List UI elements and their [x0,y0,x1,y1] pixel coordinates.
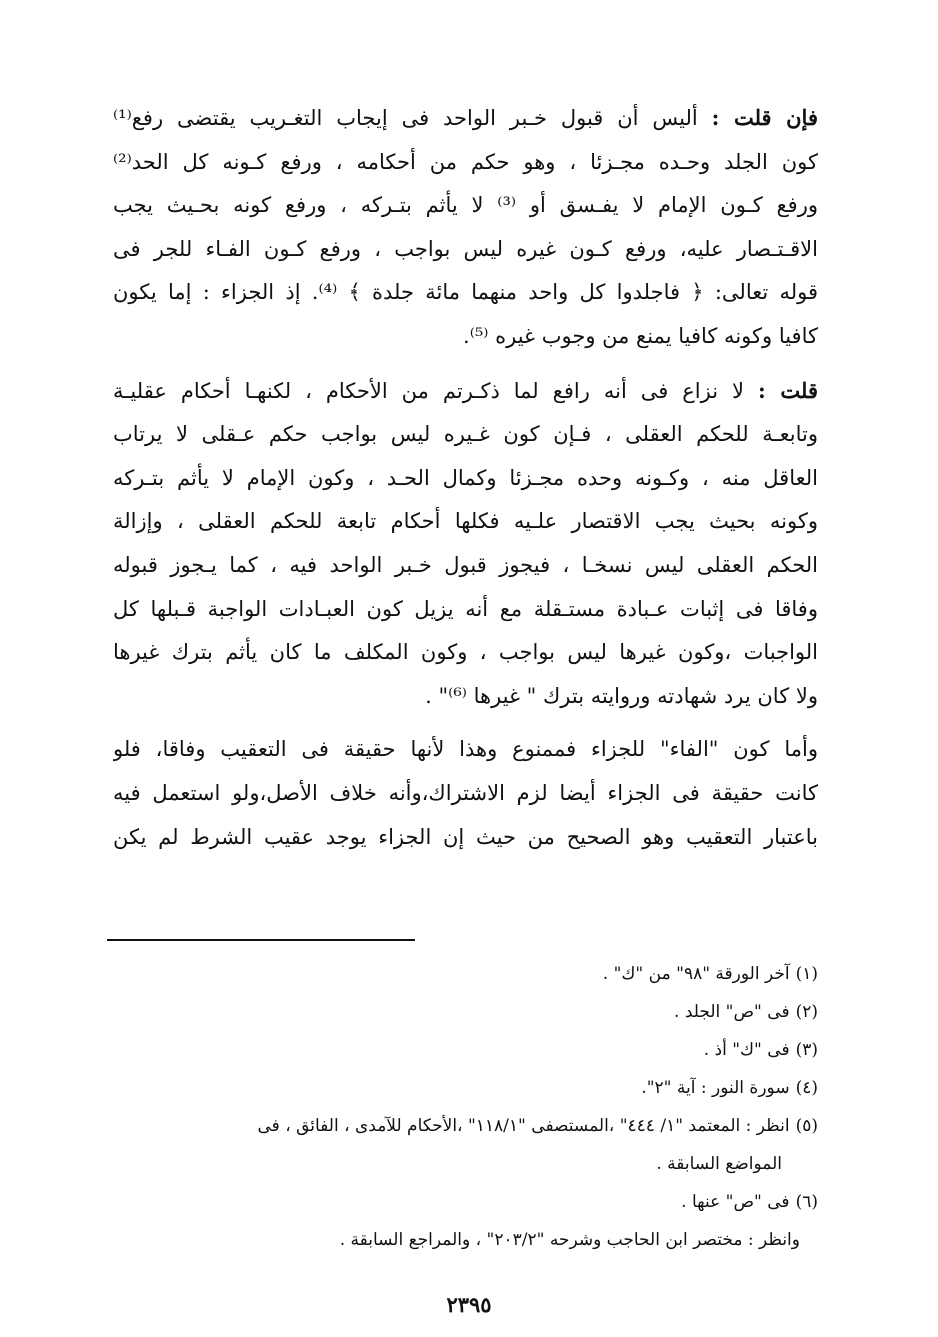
footnote-number: (٦) [795,1192,818,1212]
text-line: ولا كان يرد شهادته وروايته بترك " غيرها ⁽⁶⁾" . [425,683,818,708]
footnote-item [113,955,818,993]
text-line: كانت حقيقة فى الجزاء أيضا لزم الاشتراك،وأنه خلاف الأصل،ولو استعمل فيه [113,780,818,805]
footnote-number: (١) [795,964,818,984]
footnote-extra: وانظر : مختصر ابن الحاجب وشرحه "٢٠٣/٢" ، والمراجع السابقة . [339,1230,800,1250]
text-line: العاقل منه ، وكـونه وحده مجـزئا وكمال الحـد ، وكون الإمام لا يأثم بتـركه [113,465,818,490]
footnote-text: سورة النور : آية "٢". [641,1078,790,1098]
footnote-number: (٥) [795,1116,818,1136]
footnote-item [113,993,818,1031]
text-line: وتابعـة للحكم العقلى ، فـإن كون غـيره ليس بواجب حكم عـقلى لا يرتاب [113,422,818,447]
footnote-item [113,1183,818,1221]
footnote-text: فى "ك" أذ . [703,1040,790,1060]
footnote-number: (٤) [795,1078,818,1098]
text-line: ورفع كـون الإمام لا يفـسق أو ⁽³⁾ لا يأثم بتـركه ، ورفع كونه بحـيث يجب [113,193,818,218]
text-line: وكونه بحيث يجب الاقتصار علـيه فكلها أحكام تابعة للحكم العقلى ، وإزالة [113,509,818,534]
footnote-divider [107,939,415,941]
footnote-item [113,1069,818,1107]
lead-phrase: قلت : [758,377,818,403]
lead-phrase: فإن قلت : [711,105,818,130]
paragraph-objection [113,96,818,359]
main-text [113,96,818,869]
footnotes [113,955,818,1259]
footnote-number: (٢) [795,1002,818,1022]
footnote-text: انظر : المعتمد "١/ ٤٤٤" ،المستصفى "١١٨/١" ،الأحكام للآمدى ، الفائق ، فى [257,1116,790,1136]
footnote-text: فى "ص" الجلد . [674,1002,790,1022]
text-line: كافيا وكونه كافيا يمنع من وجوب غيره ⁽⁵⁾. [463,323,818,348]
text-line: الواجبات ،وكون غيرها ليس بواجب ، وكون المكلف ما كان يأثم بترك غيرها [113,640,818,665]
page-number: ٢٣٩٥ [446,1292,492,1317]
text-line: فإن قلت : أليس أن قبول خـبر الواحد فى إيجاب التغـريب يقتضى رفع⁽¹⁾ [113,105,818,130]
text-line: وفاقا فى إثبات عـبادة مستـقلة مع أنه يزيل كون العبـادات الواجبة قـبلها كل [113,596,818,621]
paragraph-reply [113,369,818,719]
footnote-number: (٣) [795,1040,818,1060]
text-line: وأما كون "الفاء" للجزاء فممنوع وهذا لأنها حقيقة فى التعقيب وفاقا، فلو [113,737,818,762]
footnote-text: فى "ص" عنها . [681,1192,790,1212]
text-line: قوله تعالى: ﴿ فاجلدوا كل واحد منهما مائة جلدة ﴾ ⁽⁴⁾. إذ الجزاء : إما يكون [113,280,818,305]
footnote-item [113,1031,818,1069]
text-line: قلت : لا نزاع فى أنه رافع لما ذكـرتم من الأحكام ، لكنهـا أحكام عقليـة [113,377,818,403]
footnote-continuation: المواضع السابقة . [656,1154,782,1174]
footnote-item [113,1107,818,1183]
text-line: كون الجلد وحـده مجـزئا ، وهو حكم من أحكامه ، ورفع كـونه كل الحد⁽²⁾ [113,149,818,174]
paragraph-fa [113,728,818,859]
footnote-text: آخر الورقة "٩٨" من "ك" . [602,964,790,984]
text-line: باعتبار التعقيب وهو الصحيح من حيث إن الجزاء يوجد عقيب الشرط لم يكن [113,824,818,849]
text-line: الاقـتـصار عليه، ورفع كـون غيره ليس بواجب ، ورفع كـون الفـاء للجر فى [113,236,818,261]
text-line: الحكم العقلى ليس نسخـا ، فيجوز قبول خـبر الواحد فيه ، كما يـجوز قبوله [113,552,818,577]
